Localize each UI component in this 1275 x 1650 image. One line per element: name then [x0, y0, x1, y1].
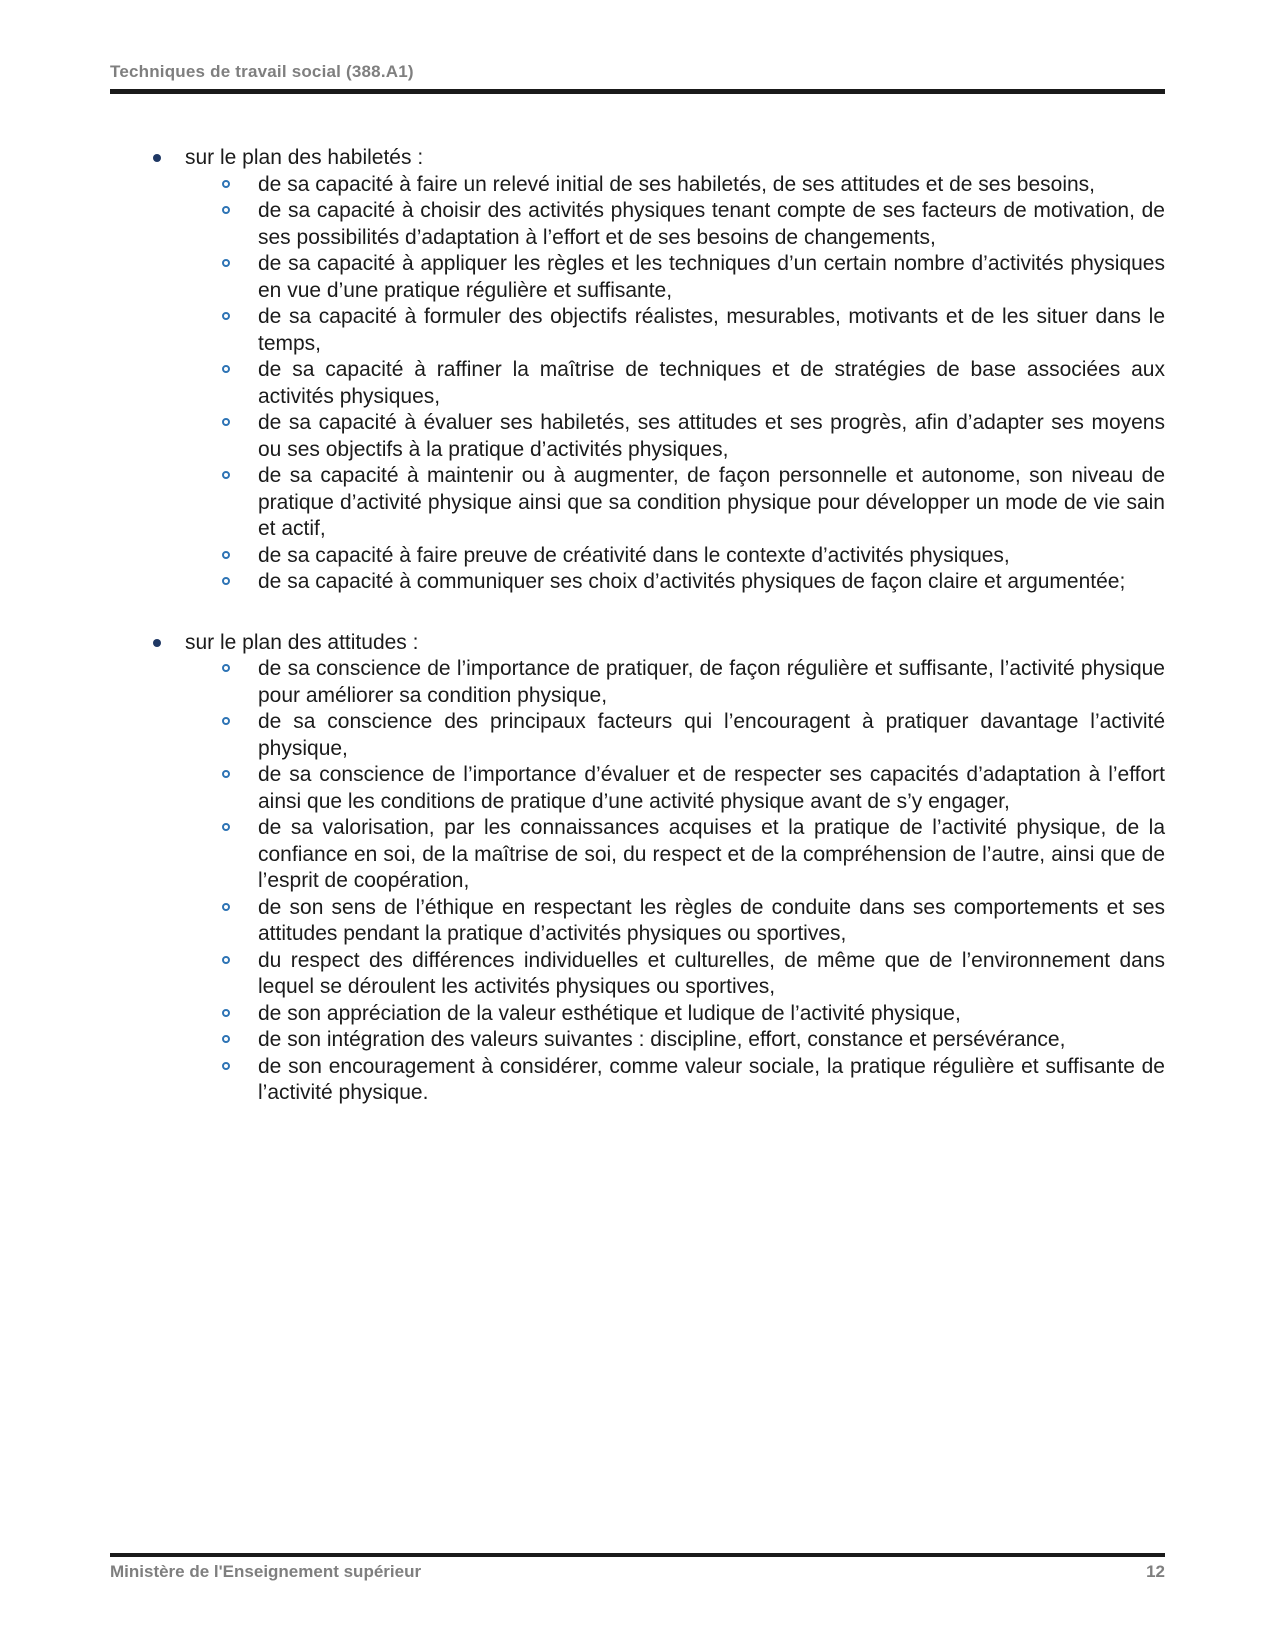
list-item-text: de son appréciation de la valeur esthétique et ludique de l’activité physique, — [258, 1001, 961, 1025]
list-item-text: de sa conscience des principaux facteurs qui l’encouragent à pratiquer davantage l’activité physique, — [258, 710, 1165, 760]
filled-bullet-icon — [153, 639, 161, 647]
list-item — [110, 410, 1165, 463]
list-item — [110, 357, 1165, 410]
document-body — [110, 145, 1165, 1107]
list-item — [110, 543, 1165, 570]
list-item-text: de son intégration des valeurs suivantes : discipline, effort, constance et persévérance, — [258, 1028, 1066, 1051]
list-item-text: de sa capacité à évaluer ses habiletés, ses attitudes et ses progrès, afin d’adapter ses moyens ou ses objectifs à la pratique d’activités physiques, — [258, 411, 1165, 461]
circle-bullet-icon — [222, 551, 230, 559]
circle-bullet-icon — [222, 365, 230, 373]
list-item — [110, 1054, 1165, 1107]
circle-bullet-icon — [222, 180, 230, 188]
circle-bullet-icon — [222, 471, 230, 479]
list-item-text: de sa capacité à faire un relevé initial de ses habiletés, de ses attitudes et de ses besoins, — [258, 172, 1096, 196]
list-item-text: de sa capacité à formuler des objectifs réalistes, mesurables, motivants et de les situer dans le temps, — [258, 305, 1165, 355]
list-item-text: de sa capacité à faire preuve de créativité dans le contexte d’activités physiques, — [258, 543, 1010, 567]
list-item — [110, 1001, 1165, 1028]
circle-bullet-icon — [222, 312, 230, 320]
list-item-text: de son sens de l’éthique en respectant les règles de conduite dans ses comportements et ses attitudes pendant la pratique d’activités physiques ou sportives, — [258, 895, 1165, 945]
list-item-text: de sa valorisation, par les connaissances acquises et la pratique de l’activité physique, de la confiance en soi, de la maîtrise de soi, du respect et de la compréhension de l’autre, ainsi que de l’esprit de coopération, — [258, 816, 1165, 892]
header-rule — [110, 89, 1165, 94]
section-title: sur le plan des attitudes : — [185, 630, 419, 654]
footer-page-number: 12 — [1146, 1562, 1165, 1581]
circle-bullet-icon — [222, 1009, 230, 1017]
footer-row — [110, 1562, 1165, 1582]
list-item-text: de sa capacité à appliquer les règles et les techniques d’un certain nombre d’activités physiques en vue d’une pratique régulière et suffisante, — [258, 252, 1165, 302]
list-item — [110, 709, 1165, 762]
section-heading — [110, 145, 1165, 172]
circle-bullet-icon — [222, 823, 230, 831]
list-item-text: de sa capacité à communiquer ses choix d’activités physiques de façon claire et argumentée; — [258, 570, 1126, 593]
circle-bullet-icon — [222, 1062, 230, 1070]
filled-bullet-icon — [153, 154, 161, 162]
circle-bullet-icon — [222, 717, 230, 725]
bullet-section — [110, 630, 1165, 1107]
running-header-title: Techniques de travail social (388.A1) — [110, 62, 414, 81]
circle-bullet-icon — [222, 770, 230, 778]
list-item-text: de sa conscience de l’importance de pratiquer, de façon régulière et suffisante, l’activité physique pour améliorer sa condition physique, — [258, 657, 1165, 707]
section-title: sur le plan des habiletés : — [185, 146, 424, 169]
circle-bullet-icon — [222, 418, 230, 426]
list-item — [110, 304, 1165, 357]
list-item — [110, 198, 1165, 251]
list-item — [110, 815, 1165, 895]
list-item — [110, 656, 1165, 709]
list-item — [110, 1027, 1165, 1054]
list-item — [110, 895, 1165, 948]
list-item-text: de sa capacité à raffiner la maîtrise de techniques et de stratégies de base associées aux activités physiques, — [258, 358, 1165, 408]
page-header — [110, 62, 1165, 94]
list-item — [110, 762, 1165, 815]
circle-bullet-icon — [222, 664, 230, 672]
list-item-text: de sa capacité à maintenir ou à augmenter, de façon personnelle et autonome, son niveau de pratique d’activité physique ainsi que sa condition physique pour développer un mode de vie sain et actif, — [258, 464, 1165, 540]
footer-ministry-label: Ministère de l'Enseignement supérieur — [110, 1562, 422, 1581]
list-item-text: de sa capacité à choisir des activités physiques tenant compte de ses facteurs de motivation, de ses possibilités d’adaptation à l’effort et de ses besoins de changements, — [258, 199, 1165, 249]
list-item-text: de son encouragement à considérer, comme valeur sociale, la pratique régulière et suffisante de l’activité physique. — [258, 1054, 1165, 1104]
circle-bullet-icon — [222, 577, 230, 585]
page-footer — [110, 1553, 1165, 1582]
list-item — [110, 463, 1165, 543]
circle-bullet-icon — [222, 956, 230, 964]
circle-bullet-icon — [222, 903, 230, 911]
circle-bullet-icon — [222, 1035, 230, 1043]
list-item — [110, 948, 1165, 1001]
list-item — [110, 569, 1165, 596]
section-heading — [110, 630, 1165, 657]
list-item-text: de sa conscience de l’importance d’évaluer et de respecter ses capacités d’adaptation à l’effort ainsi que les conditions de pratique d’une activité physique avant de s’y engager, — [258, 763, 1165, 813]
list-item — [110, 172, 1165, 199]
bullet-section — [110, 145, 1165, 596]
list-item — [110, 251, 1165, 304]
circle-bullet-icon — [222, 206, 230, 214]
circle-bullet-icon — [222, 259, 230, 267]
list-item-text: du respect des différences individuelles et culturelles, de même que de l’environnement dans lequel se déroulent les activités physiques ou sportives, — [258, 948, 1165, 998]
footer-rule — [110, 1553, 1165, 1557]
